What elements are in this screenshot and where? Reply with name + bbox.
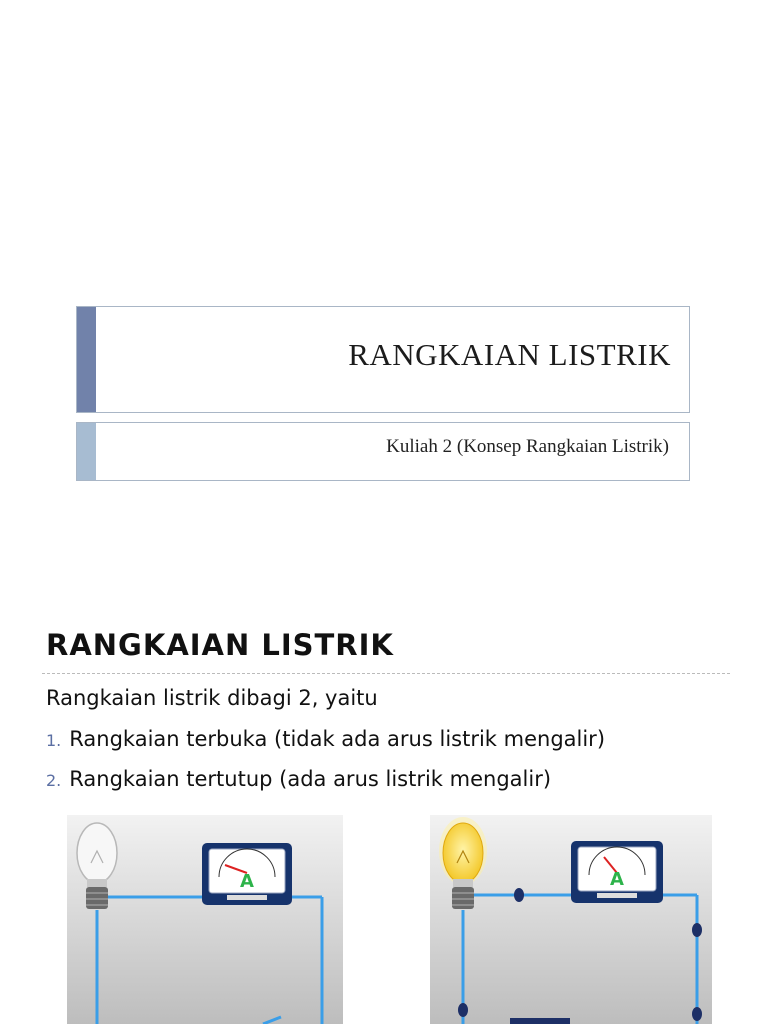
closed-circuit-illustration — [430, 815, 712, 1024]
open-circuit-illustration — [67, 815, 343, 1024]
subtitle-accent-bar — [77, 423, 96, 480]
list-number: 1. — [46, 731, 62, 750]
list-text: Rangkaian tertutup (ada arus listrik mengalir) — [69, 767, 552, 791]
intro-text: Rangkaian listrik dibagi 2, yaitu — [46, 686, 378, 710]
heading-divider — [42, 673, 730, 674]
ammeter-icon — [571, 841, 663, 903]
list-item — [46, 767, 551, 791]
battery-icon — [510, 1018, 570, 1024]
list-number: 2. — [46, 771, 62, 790]
list-text: Rangkaian terbuka (tidak ada arus listrik mengalir) — [69, 727, 606, 751]
subtitle-box — [76, 422, 690, 481]
content-heading: RANGKAIAN LISTRIK — [46, 628, 394, 662]
title-accent-bar — [77, 307, 96, 412]
ammeter-icon — [202, 843, 292, 905]
ammeter-label: A — [610, 869, 624, 890]
list-item — [46, 727, 605, 751]
slide-title: RANGKAIAN LISTRIK — [348, 337, 671, 372]
slide-subtitle: Kuliah 2 (Konsep Rangkaian Listrik) — [386, 436, 669, 457]
ammeter-label: A — [240, 871, 254, 892]
title-box — [76, 306, 690, 413]
